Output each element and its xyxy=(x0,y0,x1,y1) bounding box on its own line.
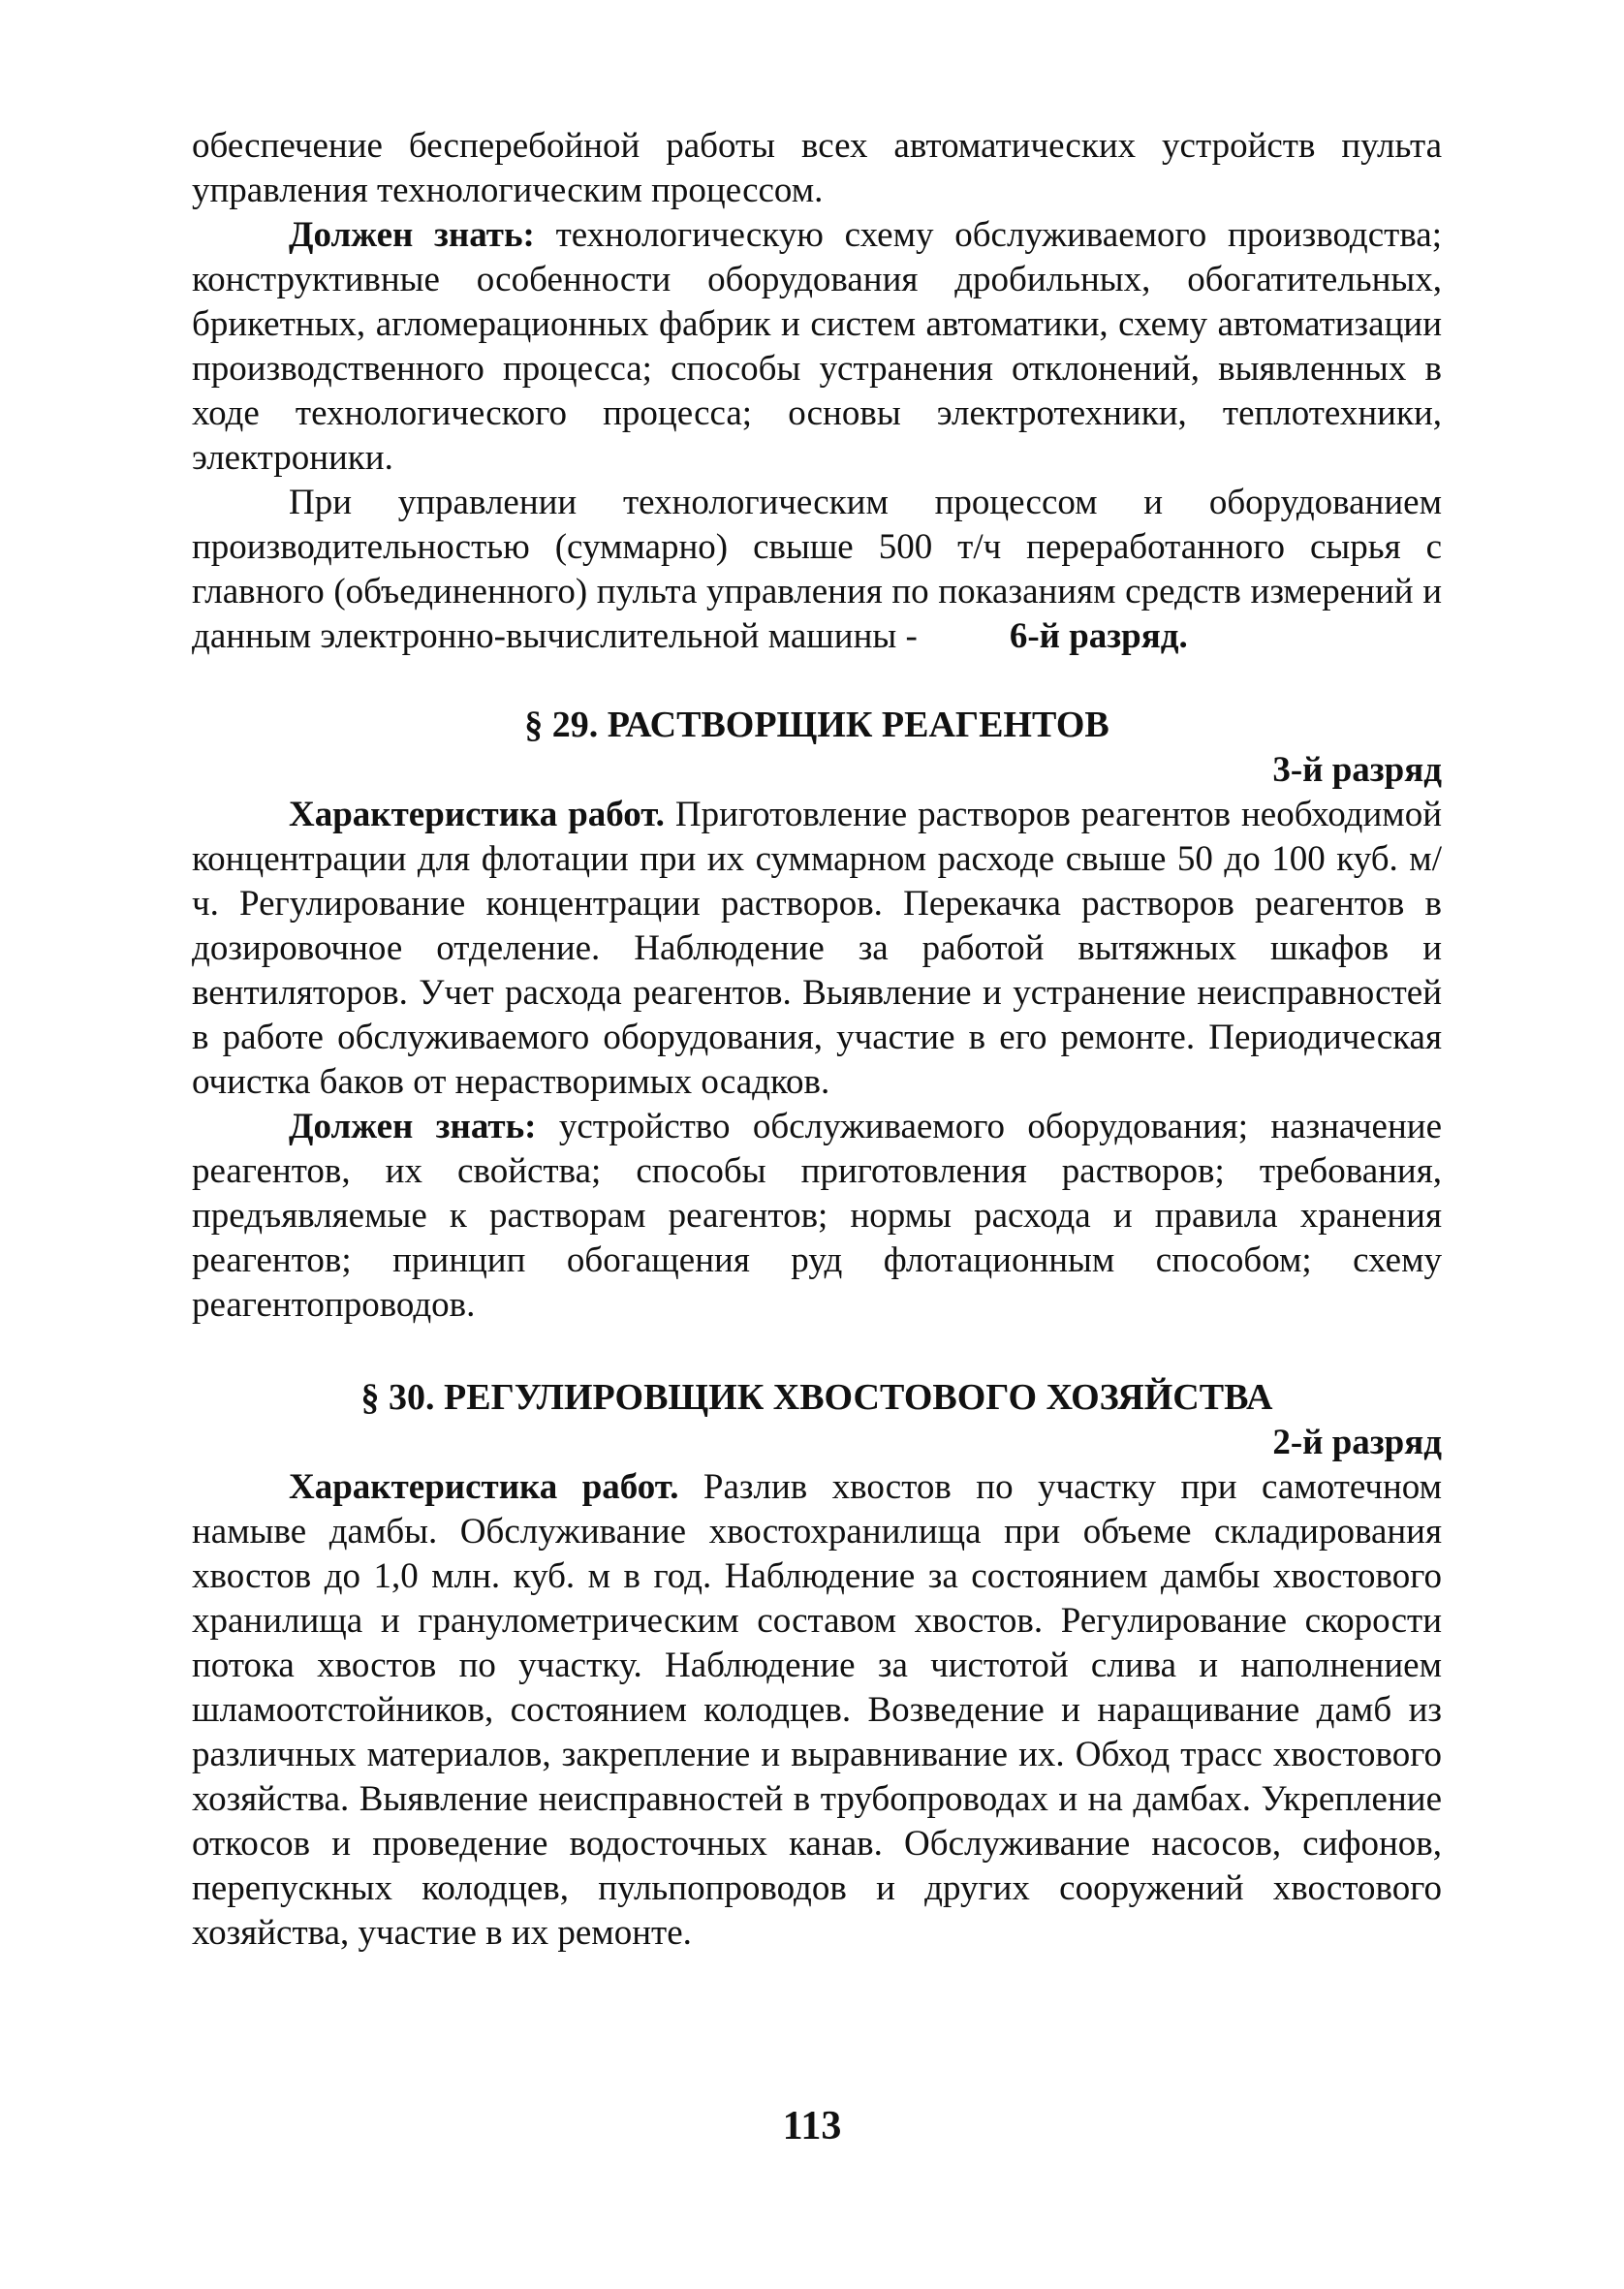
page-number: 113 xyxy=(782,2104,842,2148)
must-know-label: Должен знать: xyxy=(289,1107,537,1146)
intro-p2-text: технологическую схему обслуживаемого производства; конструктивные особенности оборудования дробильных, обогатительных, брикетных, агломерационных фабрик и систем автоматики, схему автоматизации производственного процесса; способы устранения отклонений, выявленных в ходе технологического процесса; основы электротехники, теплотехники, электроники. xyxy=(192,215,1442,478)
intro-paragraph-3 xyxy=(192,481,1442,659)
section-29-char-text: Приготовление растворов реагентов необходимой концентрации для флотации при их суммарном расходе свыше 50 до 100 куб. м/ч. Регулирование концентрации растворов. Перекачка растворов реагентов в дозировочное отделение. Наблюдение за работой вытяжных шкафов и вентиляторов. Учет расхода реагентов. Выявление и устранение неисправностей в работе обслуживаемого оборудования, участие в его ремонте. Периодическая очистка баков от нерастворимых осадков. xyxy=(192,795,1442,1102)
section-29-characteristics xyxy=(192,793,1442,1105)
section-29-know-text: устройство обслуживаемого оборудования; назначение реагентов, их свойства; способы приготовления растворов; требования, предъявляемые к растворам реагентов; нормы расхода и правила хранения реагентов; принцип обогащения руд флотационным способом; схему реагентопроводов. xyxy=(192,1107,1442,1325)
characteristics-label: Характеристика работ. xyxy=(289,795,665,834)
intro-paragraph-2 xyxy=(192,213,1442,481)
section-30-title: § 30. РЕГУЛИРОВЩИК ХВОСТОВОГО ХОЗЯЙСТВА xyxy=(360,1377,1273,1418)
section-29-title: § 29. РАСТВОРЩИК РЕАГЕНТОВ xyxy=(524,705,1109,745)
section-30-char-text: Разлив хвостов по участку при самотечном намыве дамбы. Обслуживание хвостохранилища при объеме складирования хвостов до 1,0 млн. куб. м в год. Наблюдение за состоянием дамбы хвостового хранилища и гранулометрическим составом хвостов. Регулирование скорости потока хвостов по участку. Наблюдение за чистотой слива и наполнением шламоотстойников, состоянием колодцев. Возведение и наращивание дамб из различных материалов, закрепление и выравнивание их. Обход трасс хвостового хозяйства. Выявление неисправностей в трубопроводах и на дамбах. Укрепление откосов и проведение водосточных канав. Обслуживание насосов, сифонов, перепускных колодцев, пульпопроводов и других сооружений хвостового хозяйства, участие в их ремонте. xyxy=(192,1467,1442,1953)
document-page xyxy=(192,124,1442,1956)
intro-paragraph-1 xyxy=(192,124,1442,213)
section-29-must-know xyxy=(192,1105,1442,1328)
section-30-characteristics xyxy=(192,1465,1442,1956)
section-29-rank: 3-й разряд xyxy=(1272,750,1442,790)
section-30 xyxy=(192,1374,1442,1956)
intro-p3-text: При управлении технологическим процессом и оборудованием производительностью (суммарно) свыше 500 т/ч переработанного сырья с главного (объединенного) пульта управления по показаниям средств измерений и данным электронно-вычислительной машины - xyxy=(192,483,1442,656)
intro-rank: 6-й разряд. xyxy=(1009,616,1188,656)
characteristics-label: Характеристика работ. xyxy=(289,1467,679,1507)
intro-p1-text: обеспечение бесперебойной работы всех автоматических устройств пульта управления технологическим процессом. xyxy=(192,126,1442,210)
section-30-rank: 2-й разряд xyxy=(1272,1423,1442,1462)
section-29 xyxy=(192,702,1442,1328)
must-know-label: Должен знать: xyxy=(289,215,535,255)
